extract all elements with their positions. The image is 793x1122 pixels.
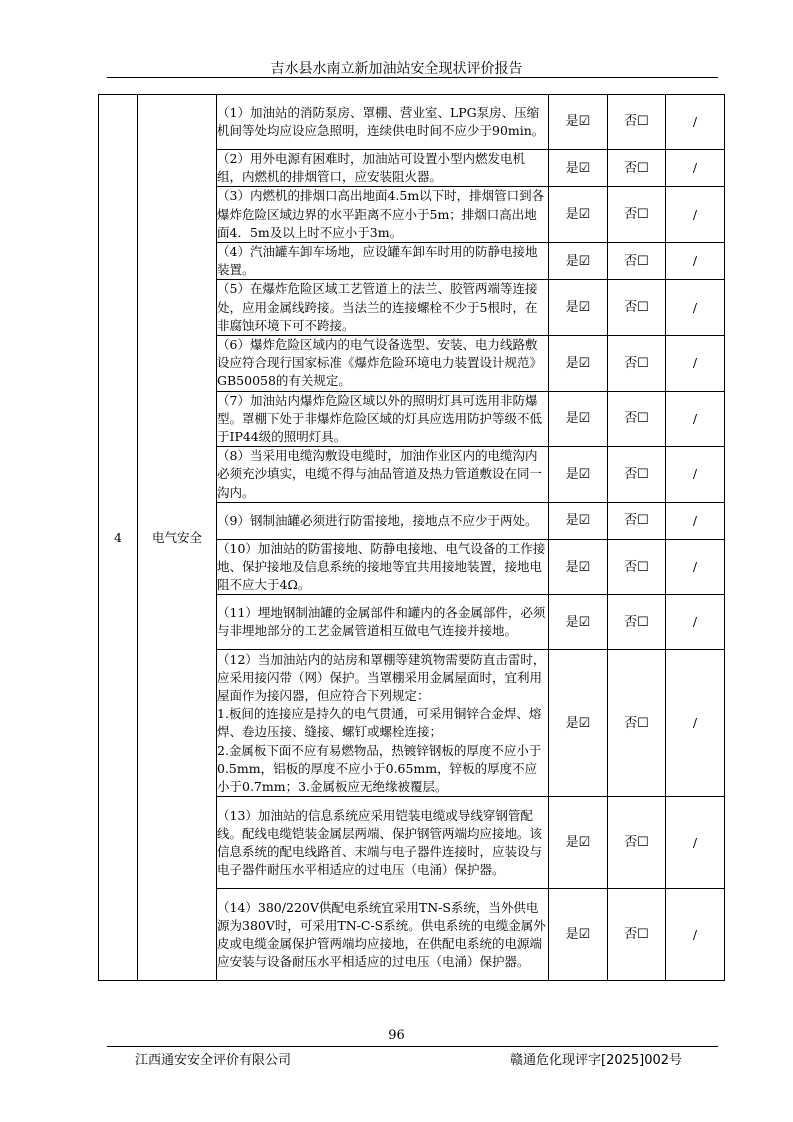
item-text: （5）在爆炸危险区域工艺管道上的法兰、胶管两端等连接处，应用金属线跨接。当法兰的连接螺栓不少于5根时，在非腐蚀环境下可不跨接。: [217, 281, 538, 333]
no-option[interactable]: 否☐: [608, 280, 666, 336]
not-applicable: /: [666, 595, 725, 650]
no-option[interactable]: 否☐: [608, 187, 666, 243]
section-number: 4: [99, 95, 138, 981]
header-divider: [107, 77, 718, 78]
item-text: （2）用外电源有困难时，加油站可设置小型内燃发电机组，内燃机的排烟管口，应安装阻火器。: [217, 151, 525, 185]
no-option[interactable]: 否☐: [608, 539, 666, 595]
not-applicable: /: [666, 280, 725, 336]
yes-option[interactable]: 是☑: [549, 95, 608, 150]
not-applicable: /: [666, 650, 725, 797]
not-applicable: /: [666, 391, 725, 447]
no-option[interactable]: 否☐: [608, 595, 666, 650]
checked-box-icon: ☑: [578, 927, 591, 943]
item-text: （14）380/220V供配电系统宜采用TN-S系统，当外供电源为380V时，可采用TN-C-S系统。供电系统的电缆金属外皮或电缆金属保护管两端均应接地，在供配电系统的电源端应安装与设备耐压水平相适应的过电压（电涌）保护器。: [217, 899, 546, 970]
yes-option[interactable]: 是☑: [549, 243, 608, 280]
no-option[interactable]: 否☐: [608, 391, 666, 447]
empty-box-icon: ☐: [637, 466, 649, 482]
empty-box-icon: ☐: [637, 927, 649, 943]
not-applicable: /: [666, 889, 725, 981]
yes-option[interactable]: 是☑: [549, 502, 608, 539]
checked-box-icon: ☑: [578, 466, 591, 482]
empty-box-icon: ☐: [637, 614, 649, 630]
empty-box-icon: ☐: [637, 513, 649, 529]
item-text: （10）加油站的防雷接地、防静电接地、电气设备的工作接地、保护接地及信息系统的接地等宜共用接地装置，接地电阻不应大于4Ω。: [217, 540, 546, 593]
report-title: 吉水县水南立新加油站安全现状评价报告: [270, 61, 523, 77]
empty-box-icon: ☐: [637, 253, 649, 269]
section-category: 电气安全: [138, 95, 217, 981]
yes-option[interactable]: 是☑: [549, 280, 608, 336]
no-option[interactable]: 否☐: [608, 150, 666, 187]
checked-box-icon: ☑: [578, 513, 591, 529]
yes-option[interactable]: 是☑: [549, 187, 608, 243]
empty-box-icon: ☐: [637, 355, 649, 371]
yes-option[interactable]: 是☑: [549, 539, 608, 595]
empty-box-icon: ☐: [637, 300, 649, 316]
empty-box-icon: ☐: [637, 114, 649, 130]
empty-box-icon: ☐: [637, 207, 649, 223]
item-text: （12）当加油站内的站房和罩棚等建筑物需要防直击雷时，应采用接闪带（网）保护。当罩棚采用金属屋面时，宜利用屋面作为接闪器，但应符合下列规定：: [217, 651, 546, 704]
checked-box-icon: ☑: [578, 300, 591, 316]
page-number: 96: [388, 1028, 405, 1043]
no-option[interactable]: 否☐: [608, 797, 666, 889]
item-subclause-2: 2.金属板下面不应有易燃物品，热镀锌钢板的厚度不应小于0.5mm，铝板的厚度不应小于0.65mm，锌板的厚度不应小于0.7mm；3.金属板应无绝缘被覆层。: [217, 742, 542, 795]
yes-option[interactable]: 是☑: [549, 336, 608, 392]
checked-box-icon: ☑: [578, 614, 591, 630]
not-applicable: /: [666, 336, 725, 392]
no-option[interactable]: 否☐: [608, 243, 666, 280]
footer-divider: [107, 1046, 718, 1047]
yes-option[interactable]: 是☑: [549, 595, 608, 650]
yes-option[interactable]: 是☑: [549, 650, 608, 797]
checked-box-icon: ☑: [578, 114, 591, 130]
item-text: （1）加油站的消防泵房、罩棚、营业室、LPG泵房、压缩机间等处均应设应急照明，连续供电时间不应少于90min。: [217, 104, 545, 138]
checked-box-icon: ☑: [578, 411, 591, 427]
checked-box-icon: ☑: [578, 835, 591, 851]
item-text: （13）加油站的信息系统应采用铠装电缆或导线穿钢管配线。配线电缆铠装金属层两端、保护钢管两端均应接地。该信息系统的配电线路首、末端与电子器件连接时，应装设与电子器件耐压水平相适应的过电压（电涌）保护器。: [217, 807, 543, 878]
yes-option[interactable]: 是☑: [549, 889, 608, 981]
checklist-table: [98, 94, 725, 981]
table-row: [99, 95, 725, 150]
not-applicable: /: [666, 539, 725, 595]
no-option[interactable]: 否☐: [608, 650, 666, 797]
empty-box-icon: ☐: [637, 715, 649, 731]
yes-option[interactable]: 是☑: [549, 391, 608, 447]
no-option[interactable]: 否☐: [608, 95, 666, 150]
checked-box-icon: ☑: [578, 715, 591, 731]
item-text: （3）内燃机的排烟口高出地面4.5m以下时，排烟管口到各爆炸危险区域边界的水平距离不应小于5m；排烟口高出地面4．5m及以上时不应小于3m。: [217, 188, 545, 240]
yes-option[interactable]: 是☑: [549, 797, 608, 889]
item-text: （8）当采用电缆沟敷设电缆时，加油作业区内的电缆沟内必须充沙填实，电缆不得与油品管道及热力管道敷设在同一沟内。: [217, 448, 543, 500]
empty-box-icon: ☐: [637, 411, 649, 427]
item-text: （7）加油站内爆炸危险区域以外的照明灯具可选用非防爆型。罩棚下处于非爆炸危险区域的灯具应选用防护等级不低于IP44级的照明灯具。: [217, 392, 543, 445]
checked-box-icon: ☑: [578, 355, 591, 371]
no-option[interactable]: 否☐: [608, 447, 666, 503]
not-applicable: /: [666, 447, 725, 503]
yes-option[interactable]: 是☑: [549, 150, 608, 187]
not-applicable: /: [666, 95, 725, 150]
empty-box-icon: ☐: [637, 160, 649, 176]
not-applicable: /: [666, 502, 725, 539]
item-text: （6）爆炸危险区域内的电气设备选型、安装、电力线路敷设应符合现行国家标准《爆炸危险环境电力装置设计规范》GB50058的有关规定。: [217, 337, 543, 389]
not-applicable: /: [666, 150, 725, 187]
item-text: （4）汽油罐车卸车场地，应设罐车卸车时用的防静电接地装置。: [217, 244, 538, 278]
empty-box-icon: ☐: [637, 835, 649, 851]
checked-box-icon: ☑: [578, 160, 591, 176]
not-applicable: /: [666, 243, 725, 280]
not-applicable: /: [666, 797, 725, 889]
not-applicable: /: [666, 187, 725, 243]
item-text: （9）钢制油罐必须进行防雷接地，接地点不应少于两处。: [217, 512, 538, 528]
item-text: （11）埋地钢制油罐的金属部件和罐内的各金属部件，必须与非埋地部分的工艺金属管道相互做电气连接并接地。: [217, 605, 546, 639]
yes-option[interactable]: 是☑: [549, 447, 608, 503]
checked-box-icon: ☑: [578, 559, 591, 575]
footer-company: 江西通安安全评价有限公司: [135, 1053, 292, 1068]
empty-box-icon: ☐: [637, 559, 649, 575]
checked-box-icon: ☑: [578, 207, 591, 223]
no-option[interactable]: 否☐: [608, 889, 666, 981]
item-subclause-1: 1.板间的连接应是持久的电气贯通，可采用铜锌合金焊、熔焊、卷边压接、缝接、螺钉或螺栓连接；: [217, 706, 542, 740]
footer-report-code: 赣通危化现评字[2025]002号: [510, 1053, 683, 1068]
checked-box-icon: ☑: [578, 253, 591, 269]
no-option[interactable]: 否☐: [608, 502, 666, 539]
no-option[interactable]: 否☐: [608, 336, 666, 392]
